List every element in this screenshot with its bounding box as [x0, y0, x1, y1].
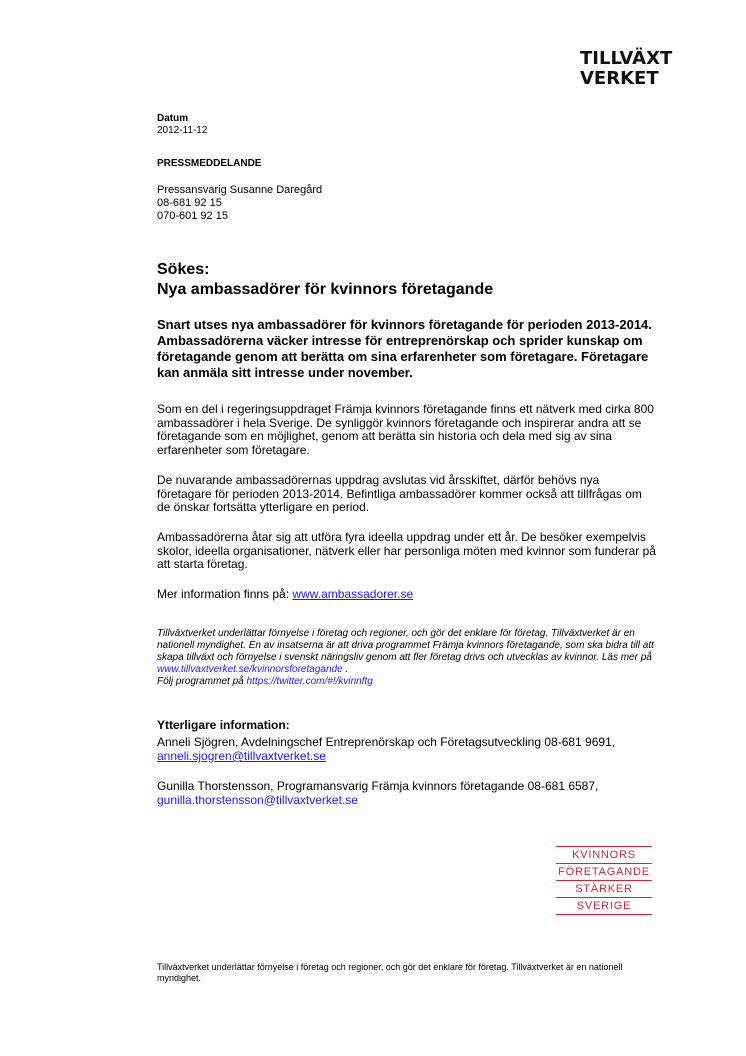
- page-footer: Tillväxtverket underlättar förnyelse i företag och regioner, och gör det enklare för företag. Tillväxtverket är en nationell myndighet.: [157, 962, 623, 983]
- badge-line: SVERIGE: [556, 897, 652, 915]
- press-contact-phone2: 070-601 92 15: [157, 210, 228, 222]
- more-info-line: [157, 588, 657, 602]
- contact-anneli-text: Anneli Sjögren, Avdelningschef Entreprenörskap och Företagsutveckling 08-681 9691,: [157, 735, 616, 749]
- further-info-heading: Ytterligare information:: [157, 718, 290, 732]
- date-value: 2012-11-12: [157, 125, 208, 136]
- press-contact-name: Pressansvarig Susanne Daregård: [157, 184, 323, 196]
- press-contact-phone1: 08-681 92 15: [157, 197, 222, 209]
- badge-line: STÄRKER: [556, 880, 652, 897]
- tillvaxtverket-logo: [578, 42, 690, 90]
- about-text: Tillväxtverket underlättar förnyelse i företag och regioner, och gör det enklare för företag. Tillväxtverket är en nationell myndighet. En av insatserna är att driva programmet Främja kvinnors företagande, som ska bidra till att skapa tillväxt och förnyelse i svenskt näringsliv genom att fler företag drivs och utvecklas av kvinnor. Läs mer på: [157, 628, 654, 663]
- contact-gunilla-text: Gunilla Thorstensson, Programansvarig Främja kvinnors företagande 08-681 6587,: [157, 779, 599, 793]
- more-info-text: Mer information finns på:: [157, 587, 293, 601]
- follow-text: Följ programmet på: [157, 676, 247, 687]
- document-type: PRESSMEDDELANDE: [157, 158, 262, 169]
- body-paragraph: De nuvarande ambassadörernas uppdrag avslutas vid årsskiftet, därför behövs nya företagare för perioden 2013-2014. Befintliga ambassadörer kommer också att tillfrågas om de önskar fortsätta ytterligare en period.: [157, 473, 642, 515]
- kvinnors-foretagande-badge: [556, 846, 652, 915]
- logo-line1: TILLVÄXT: [580, 48, 673, 69]
- ambassadorer-link[interactable]: www.ambassadorer.se: [292, 587, 414, 601]
- badge-line: FÖRETAGANDE: [556, 863, 652, 880]
- contact-gunilla: [157, 779, 677, 807]
- lead-paragraph: Snart utses nya ambassadörer för kvinnors företagande för perioden 2013-2014. Ambassadörerna väcker intresse för entreprenörskap och sprider kunskap om företagande genom att berätta om sina erfarenheter som företagare. Företagare kan anmäla sitt intresse under november.: [157, 317, 652, 380]
- about-text-end: .: [342, 664, 349, 675]
- contact-anneli: [157, 735, 677, 763]
- date-label: Datum: [157, 113, 189, 124]
- body-paragraph: Ambassadörerna åtar sig att utföra fyra ideella uppdrag under ett år. De besöker exempelvis skolor, ideella organisationer, nätverk eller har personliga möten med kvinnor som funderar på att starta företag.: [157, 530, 656, 572]
- logo-line2: VERKET: [580, 68, 659, 89]
- headline-line2: Nya ambassadörer för kvinnors företagande: [157, 281, 494, 298]
- twitter-link[interactable]: https://twitter.com/#!/kvinnftg: [246, 676, 373, 687]
- anneli-email-link[interactable]: anneli.sjogren@tillvaxtverket.se: [157, 749, 326, 763]
- about-tillvaxtverket: [157, 628, 657, 688]
- body-paragraph: Som en del i regeringsuppdraget Främja kvinnors företagande finns ett nätverk med cirka 800 ambassadörer i hela Sverige. De synliggör kvinnors företagande och inspirerar andra att se företagande som en möjlighet, genom att berätta sin historia och dela med sig av sina erfarenheter som företagare.: [157, 402, 654, 457]
- kvinnorsforetagande-link[interactable]: www.tillvaxtverket.se/kvinnorsforetagande: [157, 664, 343, 675]
- gunilla-email-link[interactable]: gunilla.thorstensson@tillvaxtverket.se: [157, 793, 358, 807]
- headline: [157, 260, 493, 300]
- headline-line1: Sökes:: [157, 261, 210, 278]
- press-contact: [157, 184, 322, 223]
- badge-line: KVINNORS: [556, 846, 652, 863]
